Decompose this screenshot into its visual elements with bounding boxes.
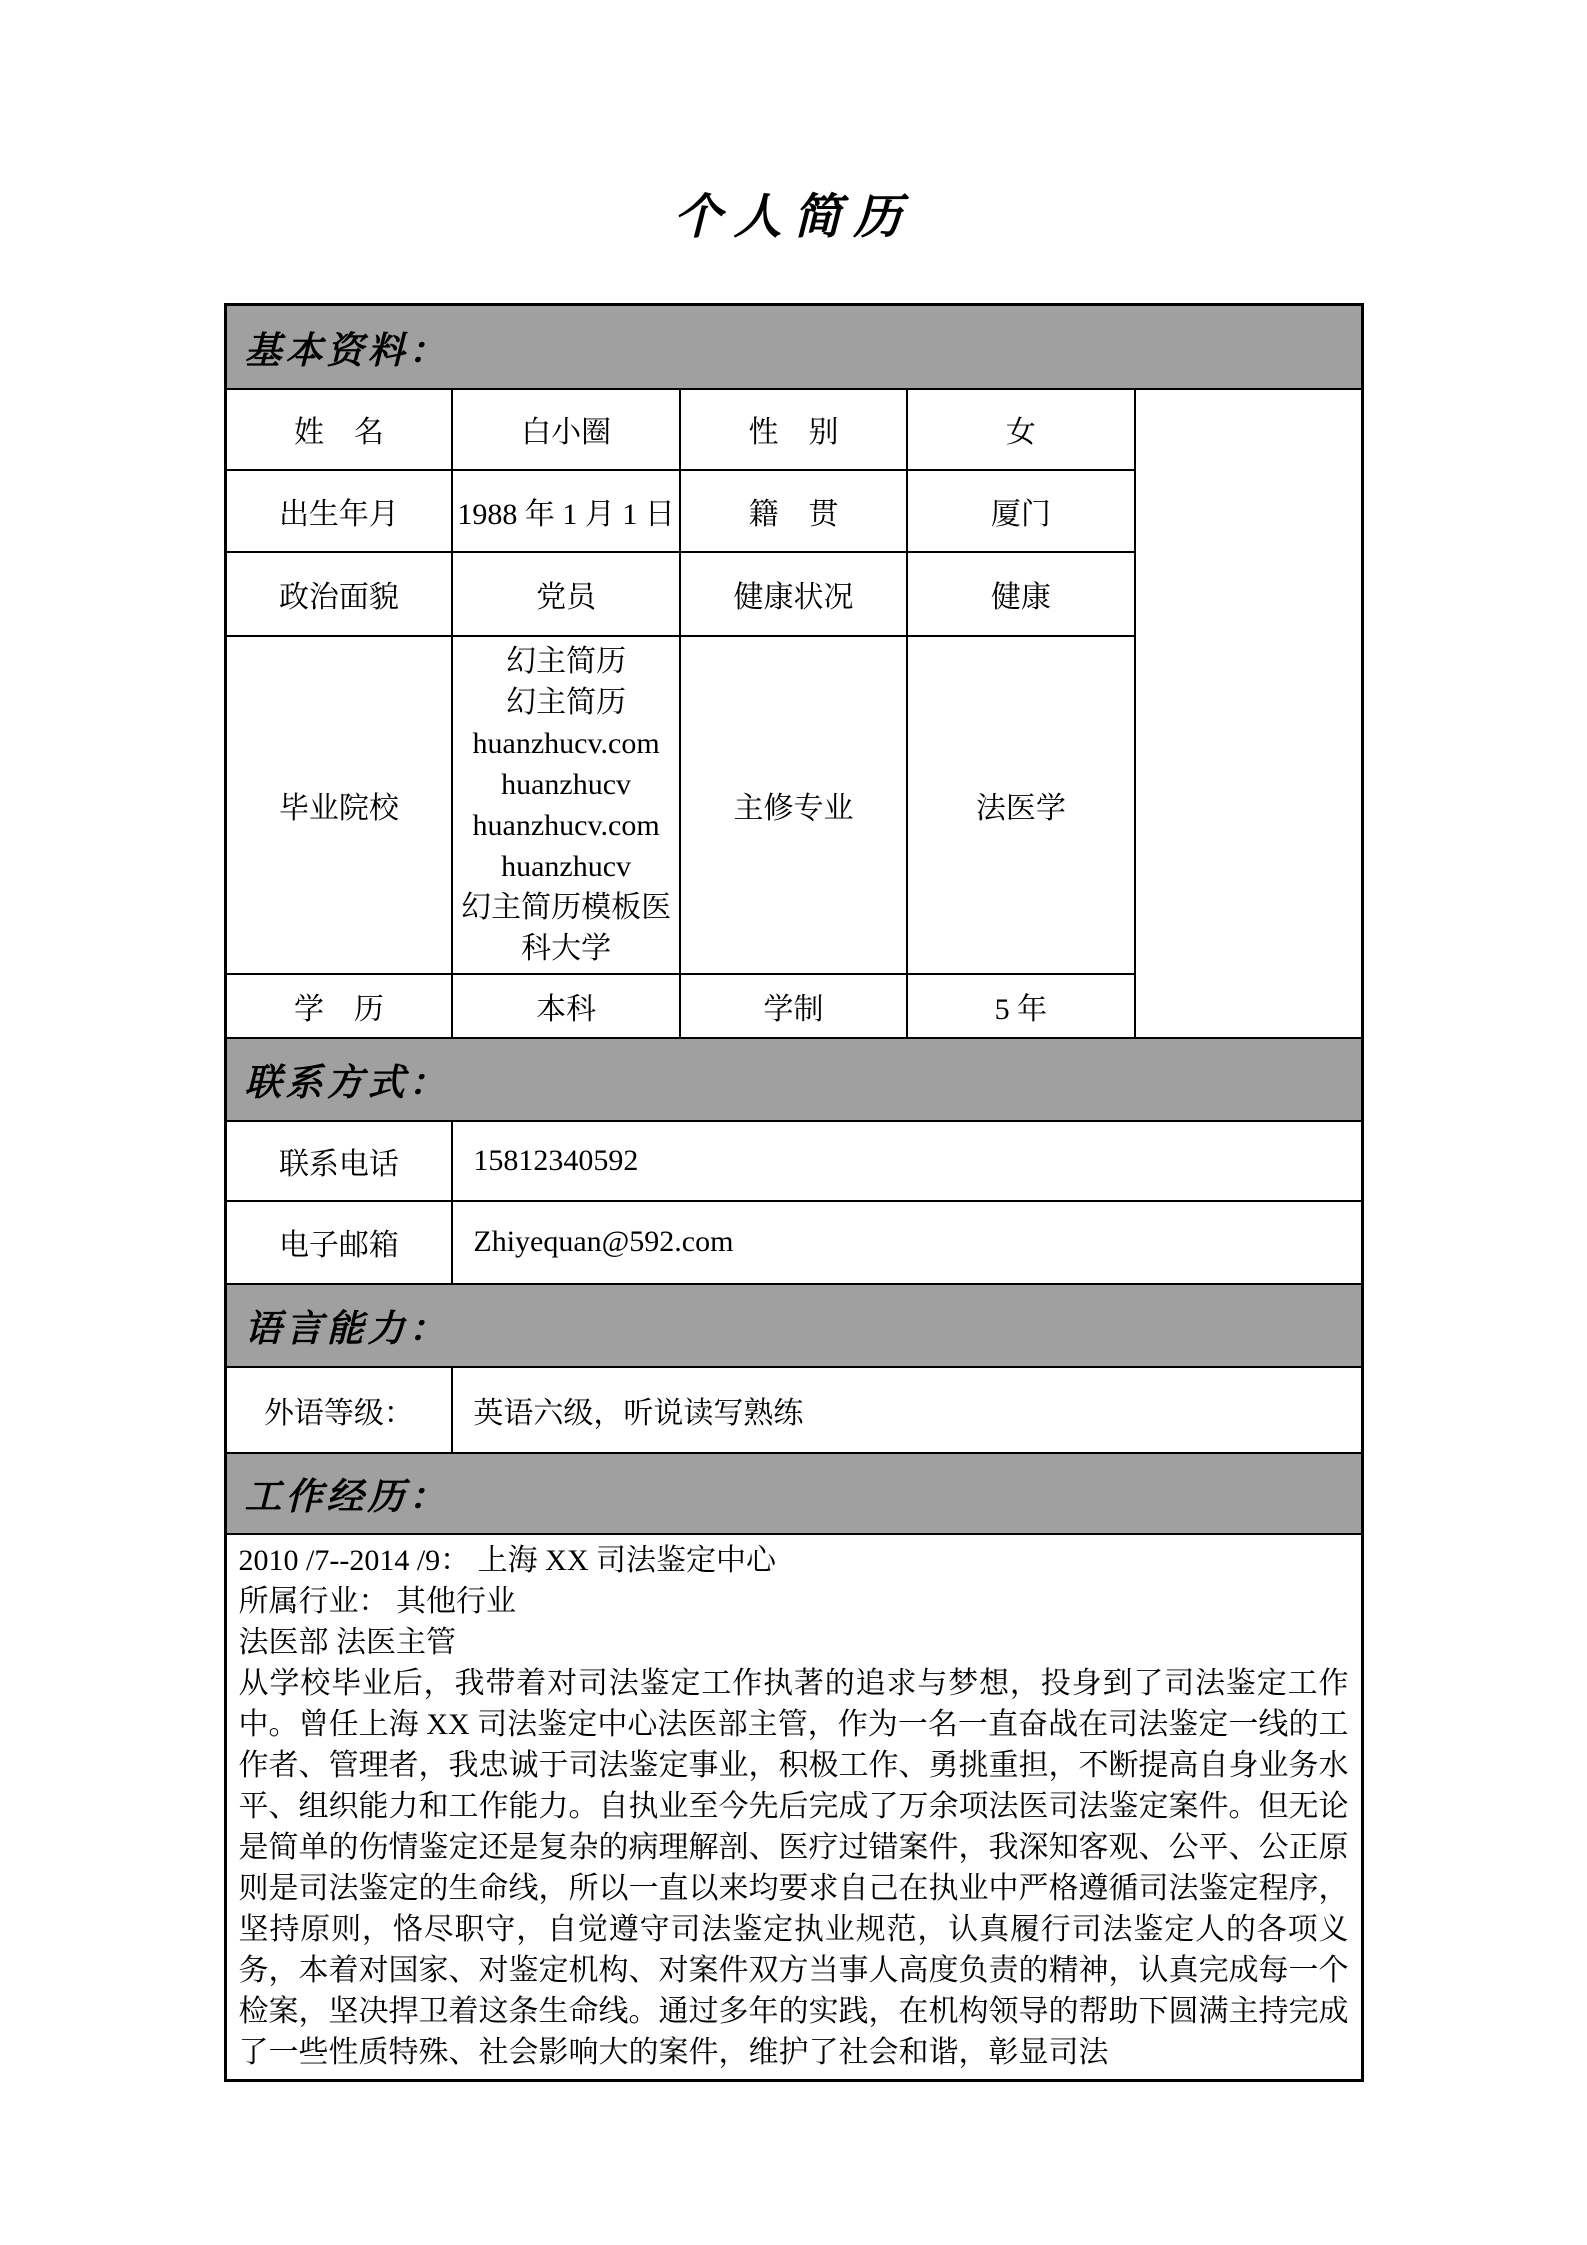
page-title: 个人简历 (673, 191, 914, 244)
label-email: 电子邮箱 (225, 1201, 452, 1284)
value-major: 法医学 (907, 636, 1134, 974)
work-industry: 所属行业： 其他行业 (238, 1584, 516, 1618)
value-phone: 15812340592 (452, 1121, 1362, 1201)
label-degree: 学 历 (225, 974, 452, 1038)
label-health: 健康状况 (680, 552, 907, 636)
section-row-work (225, 1453, 1362, 1534)
value-birthdate: 1988 年 1 月 1 日 (452, 470, 679, 552)
work-department-title: 法医部 法医主管 (238, 1625, 456, 1659)
value-political-status: 党员 (452, 552, 679, 636)
value-name: 白小圈 (452, 389, 679, 470)
section-header-contact: 联系方式： (225, 1038, 1362, 1121)
value-gender: 女 (907, 389, 1134, 470)
table-row (225, 389, 1362, 470)
value-health: 健康 (907, 552, 1134, 636)
table-row (225, 1367, 1362, 1453)
value-school (452, 636, 679, 974)
label-program-length: 学制 (680, 974, 907, 1038)
value-degree: 本科 (452, 974, 679, 1038)
label-birthdate: 出生年月 (225, 470, 452, 552)
resume-table (224, 303, 1364, 2082)
school-line: 幻主简历 (506, 685, 627, 719)
table-row (225, 1201, 1362, 1284)
work-description: 从学校毕业后，我带着对司法鉴定工作执著的追求与梦想，投身到了司法鉴定工作中。曾任上海 XX 司法鉴定中心法医部主管，作为一名一直奋战在司法鉴定一线的工作者、管理者，我忠诚于司法鉴定事业，积极工作、勇挑重担，不断提高自身业务水平、组织能力和工作能力。自执业至今先后完成了万余项法医司法鉴定案件。但无论是简单的伤情鉴定还是复杂的病理解剖、医疗过错案件，我深知客观、公平、公正原则是司法鉴定的生命线，所以一直以来均要求自己在执业中严格遵循司法鉴定程序，坚持原则，恪尽职守，自觉遵守司法鉴定执业规范，认真履行司法鉴定人的各项义务，本着对国家、对鉴定机构、对案件双方当事人高度负责的精神，认真完成每一个检案，坚决捍卫着这条生命线。通过多年的实践，在机构领导的帮助下圆满主持完成了一些性质特殊、社会影响大的案件，维护了社会和谐，彰显司法 (238, 1666, 1349, 2069)
label-school: 毕业院校 (225, 636, 452, 974)
school-line: huanzhucv (501, 849, 632, 883)
label-phone: 联系电话 (225, 1121, 452, 1201)
label-foreign-language-level: 外语等级： (225, 1367, 452, 1453)
label-political-status: 政治面貌 (225, 552, 452, 636)
school-line: 幻主简历模板医科大学 (461, 890, 672, 965)
label-native-place: 籍 贯 (680, 470, 907, 552)
label-major: 主修专业 (680, 636, 907, 974)
label-name: 姓 名 (225, 389, 452, 470)
value-email: Zhiyequan@592.com (452, 1201, 1362, 1284)
school-line: huanzhucv (501, 767, 632, 801)
section-row-contact (225, 1038, 1362, 1121)
section-header-work: 工作经历： (225, 1453, 1362, 1534)
table-row (225, 1121, 1362, 1201)
section-row-language (225, 1284, 1362, 1367)
section-row-basic (225, 305, 1362, 389)
value-foreign-language-level: 英语六级，听说读写熟练 (452, 1367, 1362, 1453)
value-program-length: 5 年 (907, 974, 1134, 1038)
school-line: 幻主简历 (506, 644, 627, 678)
photo-placeholder (1135, 389, 1362, 1038)
school-line: huanzhucv.com (472, 808, 660, 842)
section-header-basic: 基本资料： (225, 305, 1362, 389)
value-native-place: 厦门 (907, 470, 1134, 552)
work-period-company: 2010 /7--2014 /9： 上海 XX 司法鉴定中心 (238, 1543, 776, 1577)
school-line: huanzhucv.com (472, 726, 660, 760)
label-gender: 性 别 (680, 389, 907, 470)
section-header-language: 语言能力： (225, 1284, 1362, 1367)
table-row (225, 1534, 1362, 2081)
work-experience-cell (225, 1534, 1362, 2081)
